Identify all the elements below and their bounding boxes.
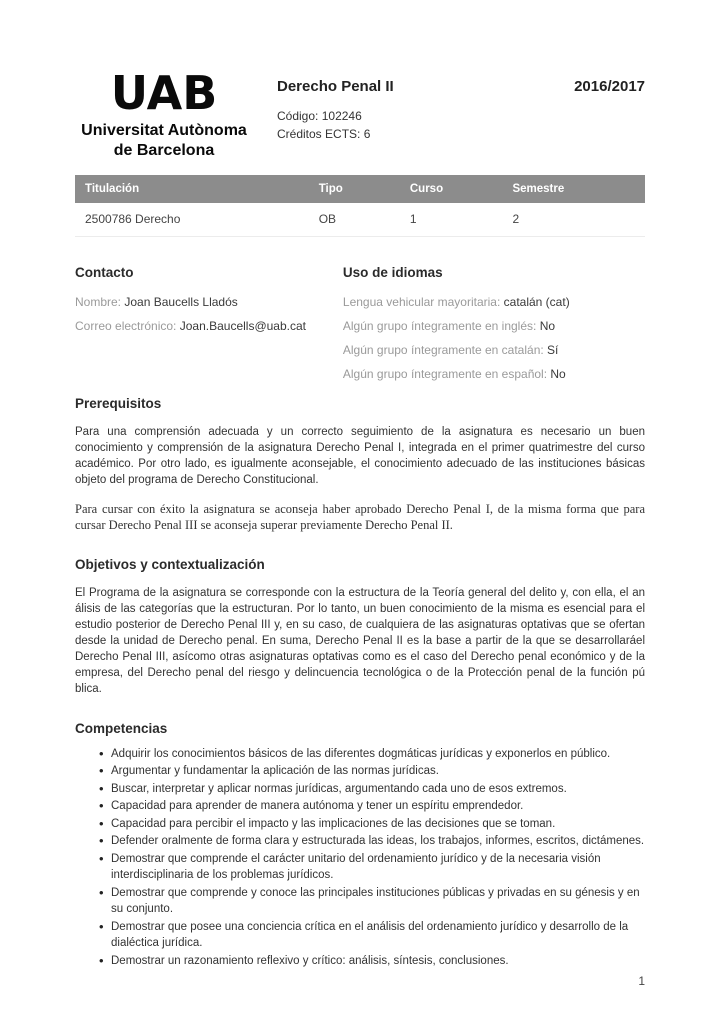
language-catalan-field [343,338,645,362]
list-item-text: Demostrar un razonamiento reflexivo y crítico: análisis, síntesis, conclusiones. [111,954,509,967]
language-catalan-value: Sí [547,342,559,357]
competencies-list [75,746,645,970]
contact-languages-row [75,265,645,386]
course-credits [277,127,645,141]
contact-email-value: Joan.Baucells@uab.cat [179,318,306,333]
contact-name-value: Joan Baucells Lladós [124,294,238,309]
bullet-icon: • [99,884,104,900]
title-block [253,72,645,141]
academic-year: 2016/2017 [574,78,645,95]
header [75,66,645,161]
contact-name-label: Nombre: [75,294,122,309]
bullet-icon: • [99,798,104,814]
contact-section [75,265,343,386]
cell-titulacion: 2500786 Derecho [75,203,309,237]
bullet-icon: • [99,745,104,761]
list-item [75,746,645,763]
table-row [75,203,645,237]
uab-logo-name [75,121,253,161]
list-item-text: Demostrar que comprende y conoce las principales instituciones públicas y privadas en su génesis y en su conjunto. [111,886,640,916]
language-main-field [343,290,645,314]
objectives-heading: Objetivos y contextualización [75,556,265,572]
bullet-icon: • [99,833,104,849]
uab-logo-name-line1: Universitat Autònoma [81,121,247,139]
language-english-field [343,314,645,338]
uab-logo [75,66,253,161]
list-item-text: Defender oralmente de forma clara y estructurada las ideas, los trabajos, informes, escritos, dictámenes. [111,835,645,848]
list-item [75,781,645,798]
language-main-label: Lengua vehicular mayoritaria: [342,294,501,309]
cell-tipo: OB [309,203,400,237]
list-item [75,919,645,952]
cell-curso: 1 [400,203,503,237]
cell-semestre: 2 [502,203,645,237]
competencies-heading: Competencias [75,720,168,736]
languages-section [343,265,645,386]
table-header-tipo: Tipo [309,175,400,203]
bullet-icon: • [99,763,104,779]
bullet-icon: • [99,780,104,796]
list-item [75,798,645,815]
language-spanish-label: Algún grupo íntegramente en español: [342,366,548,381]
list-item-text: Argumentar y fundamentar la aplicación de las normas jurídicas. [111,765,439,778]
list-item [75,763,645,780]
prerequisites-paragraph-1: Para una comprensión adecuada y un correcto seguimiento de la asignatura es necesario un buen conocimiento y comprensión de la asignatura Derecho Penal I, integrada en el primer quatrimestre del curso académico. Por otro lado, es igualmente aconsejable, el conocimiento adecuado de las instituciones básicas objeto del programa de Derecho Constitucional. [75,425,645,486]
page-number: 1 [638,974,645,988]
language-spanish-field [343,362,645,386]
language-catalan-label: Algún grupo íntegramente en catalán: [342,342,544,357]
bullet-icon: • [99,952,104,968]
list-item [75,833,645,850]
competencies-section [75,721,645,970]
list-item-text: Demostrar que posee una conciencia crítica en el análisis del ordenamiento jurídico y desarrollo de la dialéctica jurídica. [111,920,629,950]
table-header-titulacion: Titulación [75,175,309,203]
list-item-text: Capacidad para aprender de manera autónoma y tener un espíritu emprendedor. [111,800,524,813]
prerequisites-heading: Prerequisitos [75,395,162,411]
course-credits-value: 6 [363,127,371,141]
course-code [277,109,645,123]
bullet-icon: • [99,850,104,866]
course-code-value: 102246 [321,109,362,123]
contact-fields [75,290,343,338]
bullet-icon: • [99,815,104,831]
language-main-value: catalán (cat) [503,294,570,309]
course-title: Derecho Penal II [277,78,394,95]
uab-logo-acronym: UAB [110,66,218,120]
list-item-text: Adquirir los conocimientos básicos de las diferentes dogmáticas jurídicas y exponerlos en público. [111,747,611,760]
prerequisites-section [75,396,645,533]
table-header-curso: Curso [400,175,503,203]
bullet-icon: • [99,918,104,934]
title-row [277,78,645,95]
list-item-text: Buscar, interpretar y aplicar normas jurídicas, argumentando cada uno de esos extremos. [111,782,567,795]
list-item [75,953,645,970]
languages-fields [343,290,645,386]
list-item [75,885,645,918]
language-english-label: Algún grupo íntegramente en inglés: [342,318,537,333]
table-header-semestre: Semestre [502,175,645,203]
course-code-label: Código: [277,109,319,123]
contact-heading: Contacto [75,264,134,280]
prerequisites-paragraph-2: Para cursar con éxito la asignatura se aconseja haber aprobado Derecho Penal I, de la misma forma que para cursar Derecho Penal III se aconseja superar previamente Derecho Penal II. [75,501,645,532]
language-english-value: No [539,318,556,333]
languages-heading: Uso de idiomas [342,264,443,280]
contact-email-field [75,314,343,338]
list-item-text: Capacidad para percibir el impacto y las implicaciones de las decisiones que se toman. [111,817,556,830]
objectives-paragraph: El Programa de la asignatura se corresponde con la estructura de la Teoría general del delito y, con ella, el an álisis de las categorías que la estructuran. Por lo tanto, un buen conocimiento de la misma es esencial para el estudio posterior de Derecho Penal III y, en su caso, de cualquiera de las asignaturas optativas que se ofertan desde la unidad de Derecho penal. En suma, Derecho Penal II es la base a partir de la que se desarrollaráel Derecho Penal III, asícomo otras asignaturas optativas como es el caso del Derecho penal económico y de la empresa, del Derecho penal del riesgo y delincuencia tecnológica o de la Protección penal de la función pú blica. [75,586,645,695]
list-item [75,816,645,833]
language-spanish-value: No [550,366,566,381]
list-item [75,851,645,884]
contact-email-label: Correo electrónico: [75,318,177,333]
table-header-row [75,175,645,203]
uab-logo-name-line2: de Barcelona [113,141,215,159]
course-credits-label: Créditos ECTS: [277,127,361,141]
objectives-section [75,557,645,697]
contact-name-field [75,290,343,314]
degree-table [75,175,645,237]
list-item-text: Demostrar que comprende el carácter unitario del ordenamiento jurídico y de la necesaria visión interdisciplinaria de los problemas jurídicos. [111,852,601,882]
